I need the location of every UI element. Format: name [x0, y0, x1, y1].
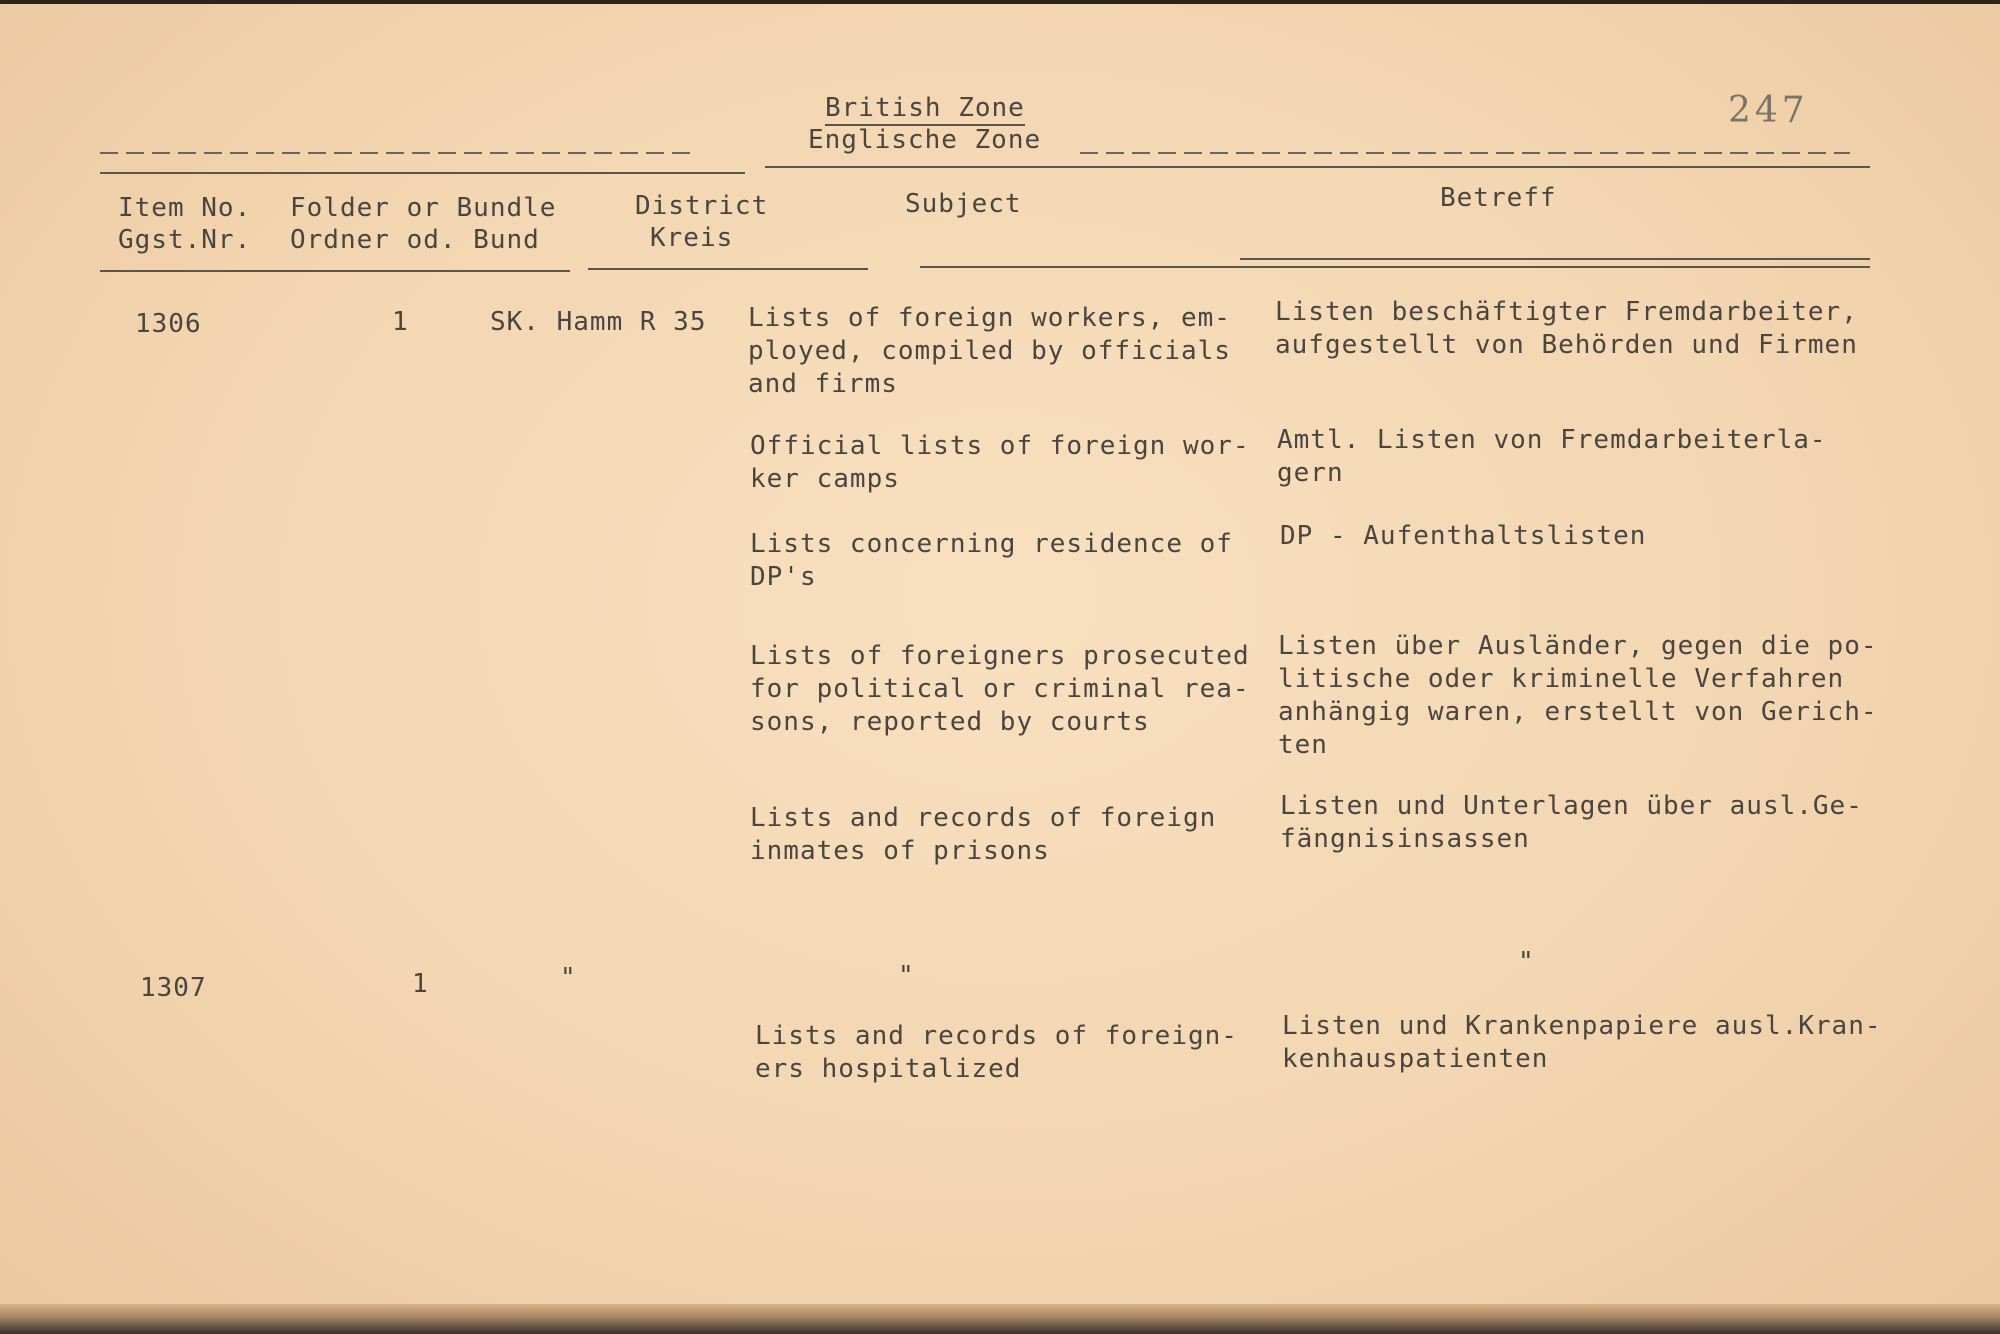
betreff-entry: Listen und Krankenpapiere ausl.Kran- kenhauspatienten	[1282, 1011, 1882, 1074]
page-bottom-edge	[0, 1304, 2000, 1334]
betreff-entry: Listen über Ausländer, gegen die po- litische oder kriminelle Verfahren anhängig waren, erstellt von Gerich- ten	[1278, 631, 1878, 760]
header-rule	[765, 166, 1870, 168]
subject-entry: Lists of foreigners prosecuted for political or criminal rea- sons, reported by courts	[750, 641, 1250, 737]
item-number: 1306	[135, 309, 202, 339]
header-rule	[100, 172, 745, 174]
col-folder-de: Ordner od. Bund	[290, 225, 540, 255]
col-subject: Subject	[905, 189, 1022, 219]
betreff-entry: Amtl. Listen von Fremdarbeiterla- gern	[1277, 425, 1827, 488]
item-number: 1307	[140, 973, 207, 1003]
col-district-de: Kreis	[650, 223, 734, 253]
col-item-en: Item No.	[118, 193, 252, 223]
district: SK. Hamm R 35	[490, 307, 707, 337]
betreff-ditto: "	[1518, 947, 1535, 977]
subject-entry: Lists concerning residence of DP's	[750, 529, 1233, 592]
betreff-entry: Listen beschäftigter Fremdarbeiter, aufgestellt von Behörden und Firmen	[1275, 297, 1858, 360]
dashed-rule	[1080, 152, 1850, 154]
dashed-rule	[100, 152, 690, 154]
folder-number: 1	[392, 307, 409, 337]
zone-title-german: Englische Zone	[808, 125, 1042, 155]
header-bottom-rule	[100, 270, 570, 272]
subject-entry: Lists and records of foreign inmates of prisons	[750, 803, 1217, 866]
folder-number: 1	[412, 969, 429, 999]
subject-entry: Official lists of foreign wor- ker camps	[750, 431, 1250, 494]
district-ditto: "	[560, 963, 577, 993]
col-folder-en: Folder or Bundle	[290, 193, 557, 223]
zone-title-english: British Zone	[825, 92, 1025, 126]
betreff-entry: DP - Aufenthaltslisten	[1280, 521, 1647, 551]
header-bottom-rule	[920, 266, 1870, 268]
col-district-en: District	[635, 191, 769, 221]
header-bottom-rule	[588, 268, 868, 270]
subject-entry: Lists and records of foreign- ers hospitalized	[755, 1021, 1238, 1084]
betreff-entry: Listen und Unterlagen über ausl.Ge- fängnisinsassen	[1280, 791, 1863, 854]
col-item-de: Ggst.Nr.	[118, 225, 252, 255]
header-bottom-rule	[1240, 258, 1870, 260]
col-betreff: Betreff	[1440, 183, 1557, 213]
subject-ditto: "	[898, 961, 915, 991]
page-number: 247	[1728, 90, 1809, 131]
subject-entry: Lists of foreign workers, em- ployed, compiled by officials and firms	[748, 303, 1231, 399]
